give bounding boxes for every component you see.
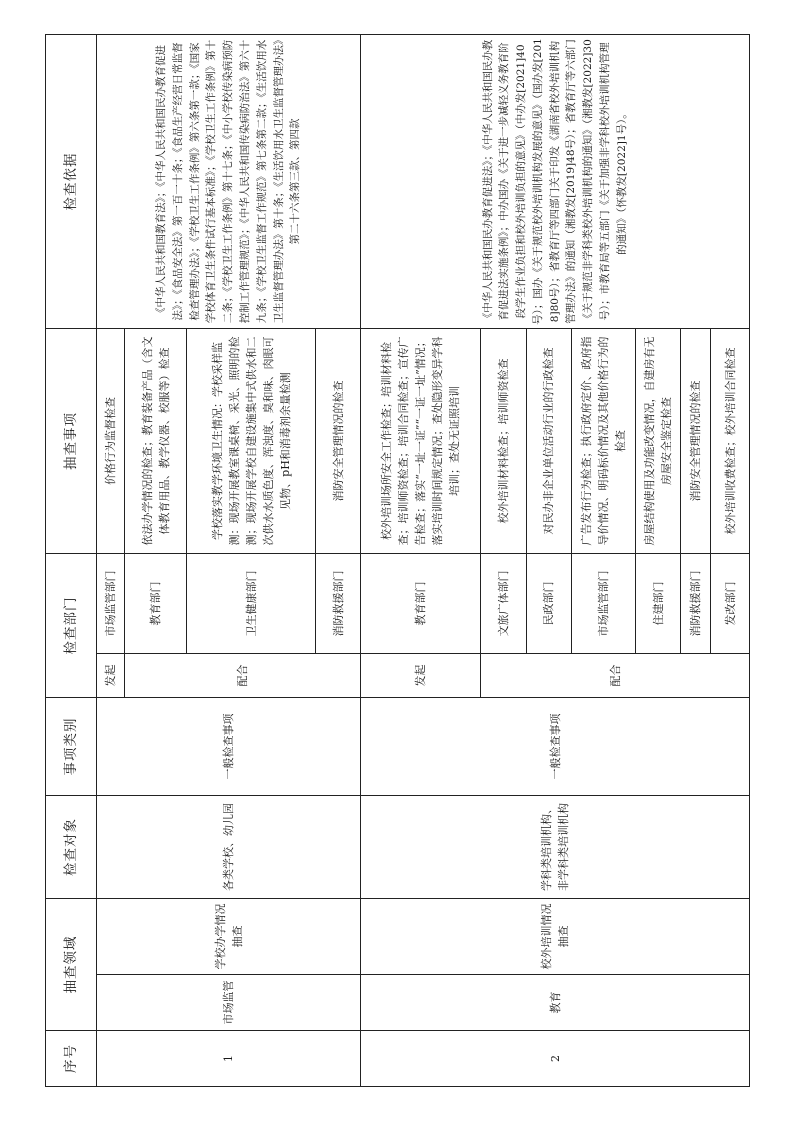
item-cell: 广告发布行为检查；执行政府定价、政府指导价情况、明码标价情况及其他价格行为的检查 bbox=[571, 329, 635, 554]
cooperate-label: 配合 bbox=[481, 654, 750, 698]
dept-cell: 发改部门 bbox=[711, 554, 750, 654]
item-cell: 依法办学情况的检查；教育装备产品（含文体教育用品、教学仪器、校服等）检查 bbox=[124, 329, 186, 554]
dept-cell: 教育部门 bbox=[361, 554, 481, 654]
basis-cell: 《中华人民共和国教育法》；《中华人民共和国民办教育促进法》；《食品安全法》第一百一十条；《食品生产经营日常监督检查管理办法》；《学校卫生工作条例》第六条第一款；《国家学校体育卫生条件试行基本标准》；《学校卫生工作条例》第十二条；《学校卫生工作条例》第十七条；《中小学校传染病预防控制工作管理规范》；《中华人民共和国传染病防治法》第六十九条；《学校卫生监督工作规范》第七条第二款；《生活饮用水卫生监督管理办法》第十条；《生活饮用水卫生监督管理办法》第二十六条第三款、第四款 bbox=[97, 35, 361, 329]
header-row bbox=[46, 35, 97, 1087]
item-cell: 校外培训场所安全工作检查；培训材料检查；培训师资检查；培训合同检查；宣传广告检查；落实“一址一证”“一证一址”情况；落实培训时间规定情况；查处隐形变异学科培训；查处无证照培训 bbox=[361, 329, 481, 554]
seq-cell: 2 bbox=[361, 1031, 750, 1087]
header-field: 抽查领域 bbox=[46, 899, 97, 1031]
item-cell: 房屋结构使用及功能改变情况，自建房有无房屋安全鉴定检查 bbox=[636, 329, 681, 554]
dept-cell: 住建部门 bbox=[636, 554, 681, 654]
dept-cell: 教育部门 bbox=[124, 554, 186, 654]
cooperate-label: 配合 bbox=[124, 654, 360, 698]
header-basis: 检查依据 bbox=[46, 35, 97, 329]
item-cell: 校外培训收费检查；校外培训合同检查 bbox=[711, 329, 750, 554]
dept-cell: 卫生健康部门 bbox=[187, 554, 316, 654]
item-cell: 对民办非企业单位活动行业的行政检查 bbox=[526, 329, 571, 554]
header-item: 抽查事项 bbox=[46, 329, 97, 554]
table-row bbox=[97, 35, 125, 1087]
item-cell: 消防安全管理情况的检查 bbox=[316, 329, 361, 554]
dept-cell: 市场监管部门 bbox=[571, 554, 635, 654]
inspection-table bbox=[45, 34, 750, 1087]
dept-cell: 文旅广体部门 bbox=[481, 554, 526, 654]
target-cell: 各类学校、幼儿园 bbox=[97, 796, 361, 899]
category-cell: 一般检查事项 bbox=[97, 698, 361, 796]
seq-cell: 1 bbox=[97, 1031, 361, 1087]
dept-cell: 消防救援部门 bbox=[316, 554, 361, 654]
item-cell: 价格行为监督检查 bbox=[97, 329, 125, 554]
field-cell: 学校办学情况抽查 bbox=[97, 899, 361, 975]
dept-cell: 民政部门 bbox=[526, 554, 571, 654]
header-dept: 检查部门 bbox=[46, 554, 97, 698]
item-cell: 消防安全管理情况的检查 bbox=[681, 329, 711, 554]
header-seq: 序号 bbox=[46, 1031, 97, 1087]
dept-cell: 市场监管部门 bbox=[97, 554, 125, 654]
header-category: 事项类别 bbox=[46, 698, 97, 796]
initiate-label: 发起 bbox=[97, 654, 125, 698]
header-target: 检查对象 bbox=[46, 796, 97, 899]
item-cell: 校外培训材料检查；培训师资检查 bbox=[481, 329, 526, 554]
initiate-label: 发起 bbox=[361, 654, 481, 698]
domain-cell: 教育 bbox=[361, 975, 750, 1031]
field-cell: 校外培训情况抽查 bbox=[361, 899, 750, 975]
target-cell: 学科类培训机构、非学科类培训机构 bbox=[361, 796, 750, 899]
item-cell: 学校落实教学环境卫生情况：学校采样监测：现场开展教室课桌椅、采光、照明的检测；现场开展学校自建设施集中式供水和二次供水水质色度、浑浊度、臭和味、肉眼可见物、pH和消毒剂余量检测 bbox=[187, 329, 316, 554]
table-row bbox=[361, 35, 481, 1087]
basis-cell: 《中华人民共和国民办教育促进法》；《中华人民共和国民办教育促进法实施条例》；中办国办《关于进一步减轻义务教育阶段学生作业负担和校外培训负担的意见》（中办发[2021]40号）；国办《关于规范校外培训机构发展的意见》（国办发[2018]80号）；省教育厅等四部门关于印发《湖南省校外培训机构管理办法》的通知（湘教发[2019]48号）；省教育厅等六部门《关于规范非学科类校外培训机构的通知》（湘教发[2022]30号）；市教育局等五部门《关于加强非学科校外培训机构管理的通知》（怀教发[2022]1号）。 bbox=[361, 35, 750, 329]
domain-cell: 市场监管 bbox=[97, 975, 361, 1031]
dept-cell: 消防救援部门 bbox=[681, 554, 711, 654]
category-cell: 一般检查事项 bbox=[361, 698, 750, 796]
